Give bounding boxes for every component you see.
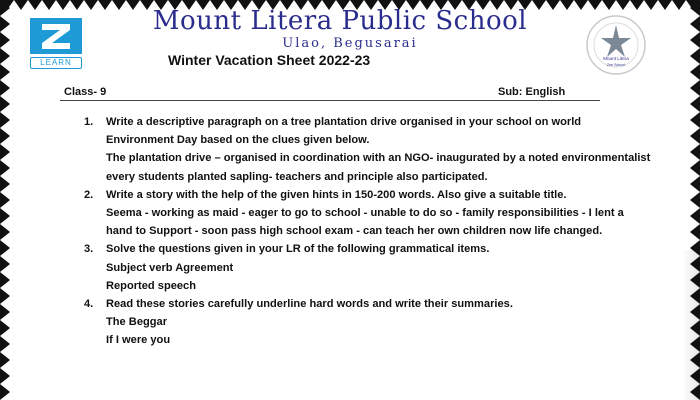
zee-learn-logo [30,18,82,68]
question-item [84,295,684,350]
question-number: 2. [84,188,94,201]
header-divider [60,100,600,101]
svg-text:Mount Litera: Mount Litera [603,56,629,61]
school-location: Ulao, Begusarai [282,36,418,51]
question-text: The Beggar [106,316,168,329]
question-text: Environment Day based on the clues given below. [106,134,370,147]
class-label: Class- 9 [64,86,107,98]
question-text: Write a story with the help of the given hints in 150-200 words. Also give a suitable title. [106,188,567,201]
question-list [84,113,684,350]
question-item [84,186,684,241]
logo-learn-text: LEARN [30,57,82,69]
subject-label: Sub: English [498,86,566,98]
question-number: 3. [84,243,94,256]
question-text: every students planted sapling- teachers and principle also participated. [106,170,488,183]
school-name: Mount Litera Public School [152,6,528,36]
question-number: 4. [84,298,94,311]
z-letter-icon [30,18,82,54]
page-edge-shadow [682,250,700,400]
question-item [84,113,684,186]
question-text: The plantation drive – organised in coordination with an NGO- inaugurated by a noted environmentalist [106,152,651,165]
sheet-title: Winter Vacation Sheet 2022-23 [168,52,371,68]
question-text: Read these stories carefully underline hard words and write their summaries. [106,298,513,311]
svg-text:Zee School: Zee School [606,63,626,67]
question-number: 1. [84,116,94,128]
question-text: Seema - working as maid - eager to go to school - unable to do so - family responsibilities - I lent a [106,207,624,220]
question-item [84,240,684,295]
zigzag-border-left [0,0,12,400]
question-text: Solve the questions given in your LR of the following grammatical items. [106,243,490,256]
question-text: hand to Support - soon pass high school exam - can teach her own children now life changed. [106,225,603,238]
question-text: Reported speech [106,279,197,292]
school-seal-icon [585,14,647,76]
question-text: Subject verb Agreement [106,261,234,274]
question-text: If I were you [106,334,171,347]
question-text: Write a descriptive paragraph on a tree plantation drive organised in your school on world [106,116,582,128]
